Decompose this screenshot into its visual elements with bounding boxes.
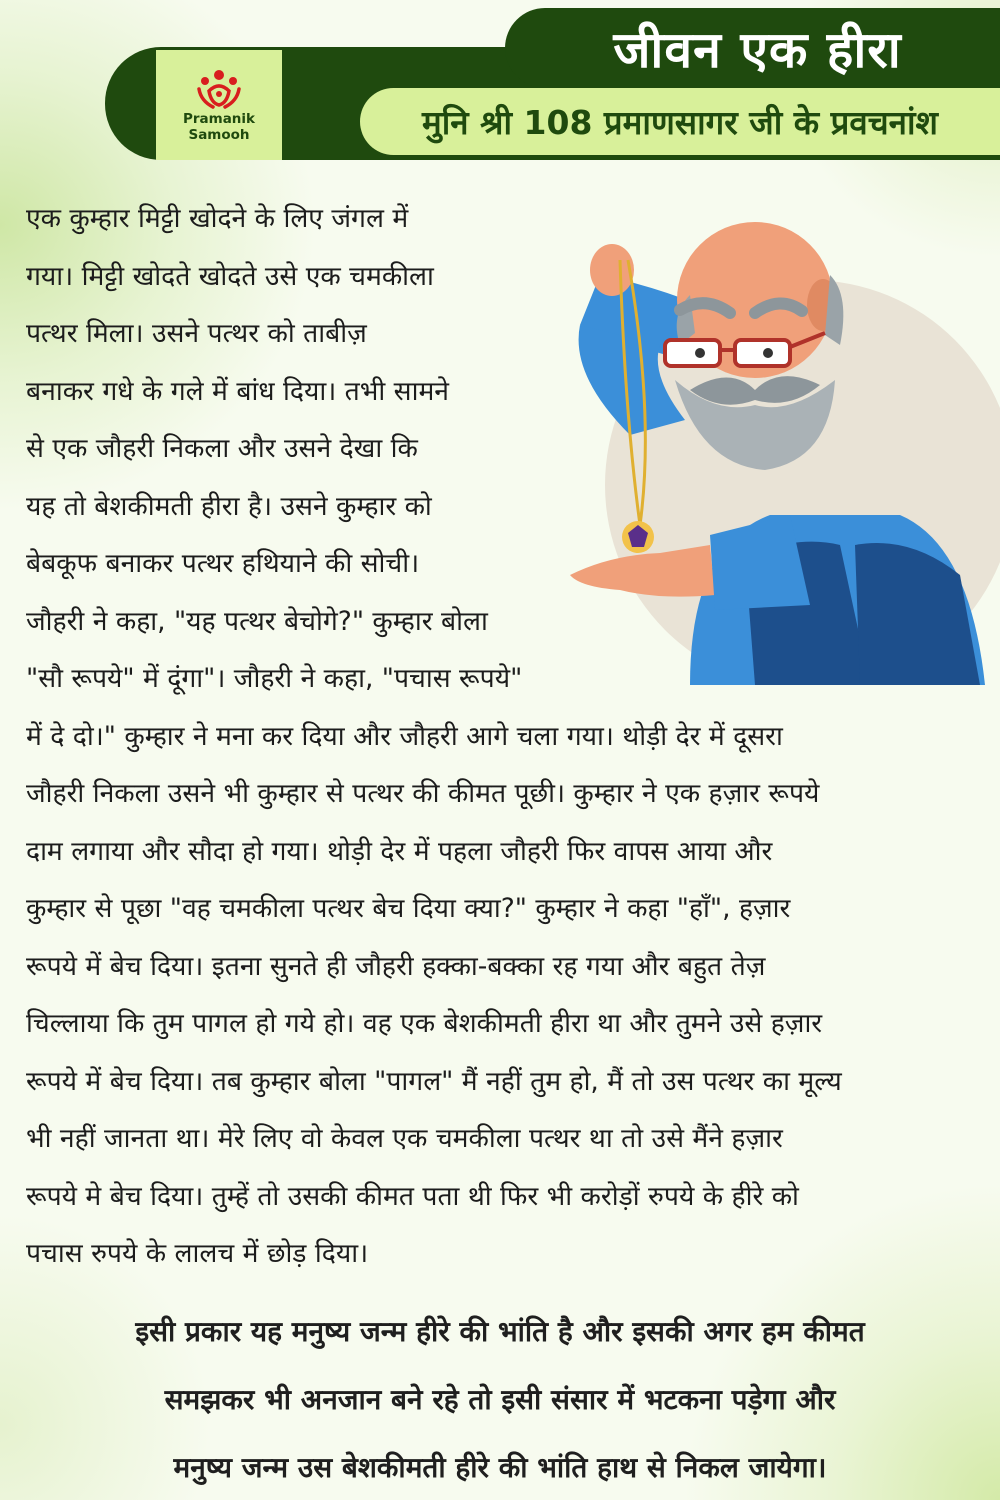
page-subtitle: मुनि श्री 108 प्रमाणसागर जी के प्रवचनांश bbox=[422, 103, 938, 142]
story-line: गया। मिट्टी खोदते खोदते उसे एक चमकीला bbox=[26, 260, 434, 292]
moral-line: समझकर भी अनजान बने रहे तो इसी संसार में भटकना पड़ेगा और bbox=[164, 1383, 836, 1416]
subtitle-banner bbox=[360, 88, 1000, 155]
story-line: एक कुम्हार मिट्टी खोदने के लिए जंगल में bbox=[26, 203, 409, 234]
story-line: से एक जौहरी निकला और उसने देखा कि bbox=[26, 433, 418, 464]
logo-text-line-2: Samooh bbox=[188, 127, 250, 143]
story-line: पचास रुपये के लालच में छोड़ दिया। bbox=[26, 1238, 369, 1269]
moral-text bbox=[20, 1298, 980, 1502]
moral-line: इसी प्रकार यह मनुष्य जन्म हीरे की भांति है और इसकी अगर हम कीमत bbox=[135, 1315, 865, 1348]
story-line: जौहरी निकला उसने भी कुम्हार से पत्थर की कीमत पूछी। कुम्हार ने एक हज़ार रूपये bbox=[26, 778, 820, 809]
story-line: रूपये में बेच दिया। इतना सुनते ही जौहरी हक्का-बक्का रह गया और बहुत तेज़ bbox=[26, 950, 766, 982]
story-line: में दे दो।" कुम्हार ने मना कर दिया और जौहरी आगे चला गया। थोड़ी देर में दूसरा bbox=[26, 720, 783, 752]
story-line: बेबकूफ बनाकर पत्थर हथियाने की सोची। bbox=[26, 548, 420, 579]
story-line: भी नहीं जानता था। मेरे लिए वो केवल एक चमकीला पत्थर था तो उसे मैंने हज़ार bbox=[26, 1123, 783, 1154]
page-title: जीवन एक हीरा bbox=[613, 21, 902, 79]
pramanik-samooh-logo-icon bbox=[187, 67, 251, 111]
story-line: जौहरी ने कहा, "यह पत्थर बेचोगे?" कुम्हार बोला bbox=[26, 605, 488, 637]
logo bbox=[156, 50, 282, 160]
story-line: "सौ रूपये" में दूंगा"। जौहरी ने कहा, "पचास रूपये" bbox=[26, 663, 523, 694]
title-banner bbox=[505, 8, 1000, 88]
story-line: दाम लगाया और सौदा हो गया। थोड़ी देर में पहला जौहरी फिर वापस आया और bbox=[26, 835, 773, 867]
moral-line: मनुष्य जन्म उस बेशकीमती हीरे की भांति हाथ से निकल जायेगा। bbox=[173, 1451, 827, 1484]
story-line: यह तो बेशकीमती हीरा है। उसने कुम्हार को bbox=[26, 490, 432, 522]
story-text bbox=[26, 190, 986, 1283]
story-line: रूपये मे बेच दिया। तुम्हें तो उसकी कीमत पता थी फिर भी करोड़ों रुपये के हीरे को bbox=[26, 1180, 799, 1212]
story-line: रूपये में बेच दिया। तब कुम्हार बोला "पागल" मैं नहीं तुम हो, मैं तो उस पत्थर का मूल्य bbox=[26, 1065, 842, 1097]
story-line: बनाकर गधे के गले में बांध दिया। तभी सामने bbox=[26, 375, 450, 407]
story-line: कुम्हार से पूछा "वह चमकीला पत्थर बेच दिया क्या?" कुम्हार ने कहा "हाँ", हज़ार bbox=[26, 893, 791, 924]
story-line: पत्थर मिला। उसने पत्थर को ताबीज़ bbox=[26, 318, 367, 349]
logo-text-line-1: Pramanik bbox=[182, 111, 256, 127]
story-line: चिल्लाया कि तुम पागल हो गये हो। वह एक बेशकीमती हीरा था और तुमने उसे हज़ार bbox=[26, 1008, 823, 1039]
